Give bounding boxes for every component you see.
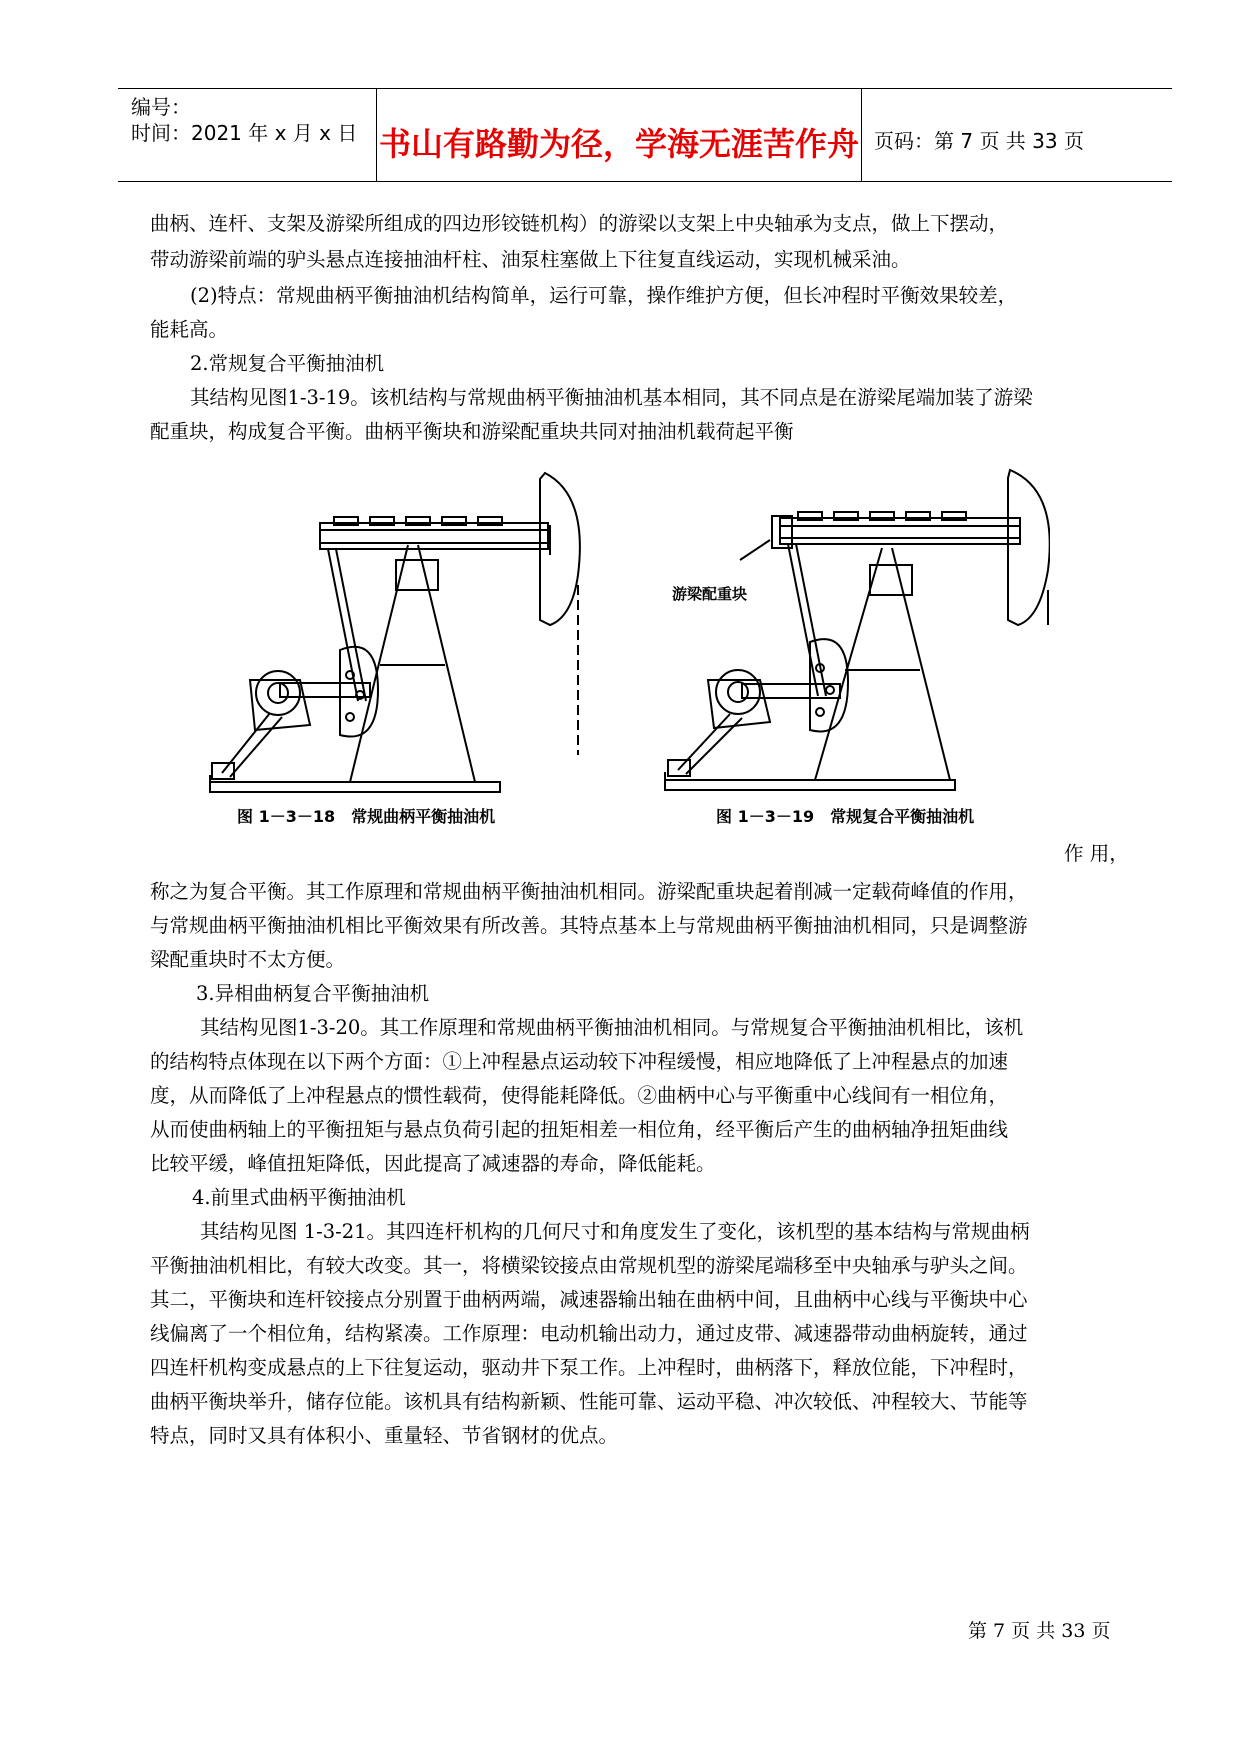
paragraph-line: 其结构见图1-3-19。该机结构与常规曲柄平衡抽油机基本相同，其不同点是在游梁尾端加装了游梁 [190, 386, 1033, 409]
paragraph-line: 其结构见图 1-3-21。其四连杆机构的几何尺寸和角度发生了变化，该机型的基本结构与常规曲柄 [200, 1220, 1030, 1243]
paragraph-line: 曲柄、连杆、支架及游梁所组成的四边形铰链机构）的游梁以支架上中央轴承为支点，做上下摆动， [150, 212, 1009, 235]
paragraph-line: 线偏离了一个相位角，结构紧凑。工作原理：电动机输出动力，通过皮带、减速器带动曲柄旋转，通过 [150, 1322, 1028, 1345]
paragraph-line: 平衡抽油机相比，有较大改变。其一，将横梁铰接点由常规机型的游梁尾端移至中央轴承与驴头之间。 [150, 1254, 1028, 1277]
paragraph-line: 其结构见图1-3-20。其工作原理和常规曲柄平衡抽油机相同。与常规复合平衡抽油机相比，该机 [200, 1016, 1024, 1039]
pumping-unit-figure-1 [200, 455, 610, 810]
motto: 书山有路勤为径，学海无涯苦作舟 [378, 125, 859, 163]
section-heading: 2.常规复合平衡抽油机 [190, 352, 385, 375]
paragraph-line: 其二，平衡块和连杆铰接点分别置于曲柄两端，减速器输出轴在曲柄中间，且曲柄中心线与平衡块中心 [150, 1288, 1028, 1311]
document-header [118, 88, 1172, 182]
paragraph-line: 梁配重块时不太方便。 [150, 948, 346, 971]
paragraph-line: (2)特点：常规曲柄平衡抽油机结构简单，运行可靠，操作维护方便，但长冲程时平衡效果较差， [190, 284, 1018, 307]
section-heading: 3.异相曲柄复合平衡抽油机 [196, 982, 430, 1005]
paragraph-line: 曲柄平衡块举升，储存位能。该机具有结构新颖、性能可靠、运动平稳、冲次较低、冲程较大、节能等 [150, 1390, 1028, 1413]
page-footer: 第 7 页 共 33 页 [968, 1620, 1111, 1642]
header-info-cell [118, 89, 376, 181]
section-heading: 4.前里式曲柄平衡抽油机 [192, 1186, 406, 1209]
paragraph-line: 度，从而降低了上冲程悬点的惯性载荷，使得能耗降低。②曲柄中心与平衡重中心线间有一相位角， [150, 1084, 1009, 1107]
header-page-label: 页码：第 7 页 共 33 页 [874, 129, 1084, 153]
paragraph-line: 能耗高。 [150, 318, 229, 341]
paragraph-line: 四连杆机构变成悬点的上下往复运动，驱动井下泵工作。上冲程时，曲柄落下，释放位能，下冲程时， [150, 1356, 1028, 1379]
paragraph-line: 称之为复合平衡。其工作原理和常规曲柄平衡抽油机相同。游梁配重块起着削减一定载荷峰值的作用， [150, 880, 1028, 903]
paragraph-line: 配重块，构成复合平衡。曲柄平衡块和游梁配重块共同对抽油机载荷起平衡 [150, 420, 794, 443]
beam-counterweight-label: 游梁配重块 [672, 585, 748, 603]
time-label: 时间：2021 年 x 月 x 日 [131, 121, 358, 145]
paragraph-line: 特点，同时又具有体积小、重量轻、节省钢材的优点。 [150, 1424, 619, 1447]
header-motto-cell [376, 89, 862, 181]
paragraph-line: 的结构特点体现在以下两个方面：①上冲程悬点运动较下冲程缓慢，相应地降低了上冲程悬点的加速 [150, 1050, 1009, 1073]
pumping-unit-figure-2 [620, 460, 1050, 805]
figure-caption: 图 1－3－18 常规曲柄平衡抽油机 [237, 807, 496, 826]
paragraph-line: 作 用， [1064, 842, 1129, 865]
paragraph-line: 从而使曲柄轴上的平衡扭矩与悬点负荷引起的扭矩相差一相位角，经平衡后产生的曲柄轴净扭矩曲线 [150, 1118, 1009, 1141]
header-page-cell [862, 89, 1172, 181]
paragraph-line: 比较平缓，峰值扭矩降低，因此提高了减速器的寿命，降低能耗。 [150, 1152, 716, 1175]
pumping-unit-drawing [620, 460, 1050, 805]
paragraph-line: 与常规曲柄平衡抽油机相比平衡效果有所改善。其特点基本上与常规曲柄平衡抽油机相同，只是调整游 [150, 914, 1028, 937]
number-label: 编号： [131, 95, 191, 119]
paragraph-line: 带动游梁前端的驴头悬点连接抽油杆柱、油泵柱塞做上下往复直线运动，实现机械采油。 [150, 248, 911, 271]
figure-caption: 图 1－3－19 常规复合平衡抽油机 [716, 807, 975, 826]
pumping-unit-drawing [200, 455, 610, 810]
